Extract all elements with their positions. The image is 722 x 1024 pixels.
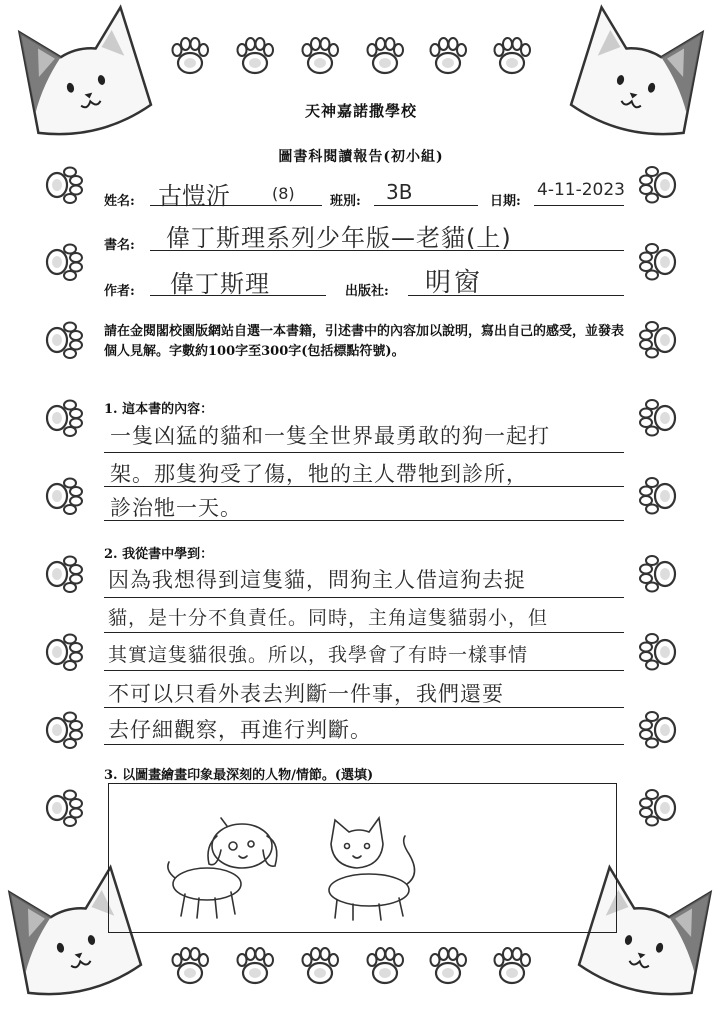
section2-title: 2. 我從書中學到： xyxy=(104,547,214,562)
author-value: 偉丁斯理 xyxy=(170,270,270,298)
author-label: 作者: xyxy=(104,284,135,299)
answer-line xyxy=(104,486,624,487)
answer-line xyxy=(104,670,624,671)
cat-drawing xyxy=(329,818,415,920)
paw-print-icon xyxy=(173,38,531,73)
publisher-underline xyxy=(408,295,624,296)
class-underline xyxy=(374,205,478,206)
section1-line-2: 架。那隻狗受了傷，牠的主人帶牠到診所， xyxy=(110,462,528,486)
report-title: 圖書科閱讀報告(初小組) xyxy=(278,149,444,165)
name-value: 古愷沂 xyxy=(158,182,230,210)
book-title-value: 偉丁斯理系列少年版—老貓(上) xyxy=(166,224,512,252)
section2-line-1: 因為我想得到這隻貓，問狗主人借這狗去捉 xyxy=(108,568,526,592)
drawing-box xyxy=(108,783,617,933)
dog-drawing xyxy=(168,818,277,918)
section1-line-3: 診治牠一天。 xyxy=(110,496,242,520)
book-title-label: 書名: xyxy=(104,238,135,253)
answer-line xyxy=(104,520,624,521)
book-title-underline xyxy=(150,250,624,251)
section2-line-3: 其實這隻貓很強。所以，我學會了有時一樣事情 xyxy=(108,644,529,666)
answer-line xyxy=(104,597,624,598)
author-underline xyxy=(150,295,326,296)
paw-print-icon xyxy=(47,168,82,827)
publisher-label: 出版社: xyxy=(345,284,389,299)
name-underline xyxy=(150,205,322,206)
section1-title: 1. 這本書的內容： xyxy=(104,402,214,417)
name-label: 姓名: xyxy=(104,194,135,209)
answer-line xyxy=(104,707,624,708)
answer-line xyxy=(104,452,624,453)
school-name: 天神嘉諾撒學校 xyxy=(304,102,417,120)
section1-line-1: 一隻凶猛的貓和一隻全世界最勇敢的狗一起打 xyxy=(110,424,550,448)
date-underline xyxy=(534,205,624,206)
answer-line xyxy=(104,744,624,745)
class-number-value: (8) xyxy=(272,184,295,203)
instructions: 請在金閱閣校園版網站自選一本書籍，引述書中的內容加以說明，寫出自己的感受，並發表個人見解。字數約100字至300字(包括標點符號)。 xyxy=(104,324,625,359)
publisher-value: 明窗 xyxy=(425,268,484,298)
date-label: 日期: xyxy=(490,194,521,209)
date-value: 4-11-2023 xyxy=(537,180,625,200)
answer-line xyxy=(104,632,624,633)
paw-print-icon xyxy=(640,167,675,826)
section2-line-2: 貓，是十分不負責任。同時，主角這隻貓弱小，但 xyxy=(108,607,549,629)
section3-title: 3. 以圖畫繪畫印象最深刻的人物/情節。(選填) xyxy=(104,768,374,783)
paw-print-icon xyxy=(173,948,531,983)
section2-line-4: 不可以只看外表去判斷一件事，我們還要 xyxy=(108,682,504,706)
section2-line-5: 去仔細觀察，再進行判斷。 xyxy=(108,718,372,742)
cat-face-icon xyxy=(568,6,708,144)
class-label: 班別: xyxy=(330,194,361,209)
cat-face-icon xyxy=(14,6,154,144)
class-value: 3B xyxy=(386,180,413,204)
